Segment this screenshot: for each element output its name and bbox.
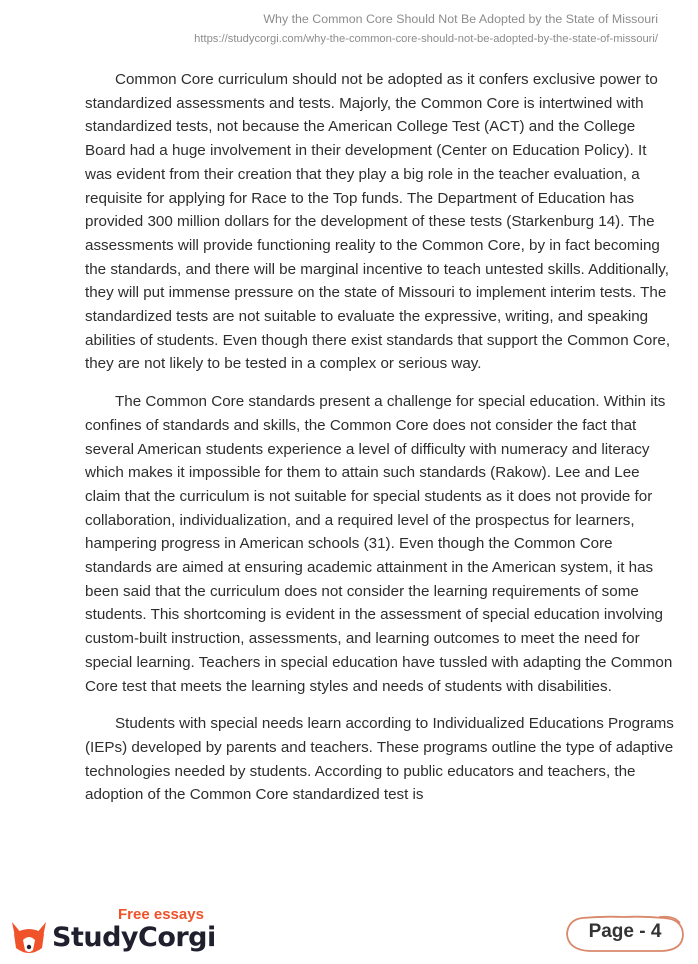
logo-tagline: Free essays xyxy=(118,906,204,923)
page-number-badge xyxy=(564,914,686,954)
page-footer xyxy=(0,900,698,964)
document-header xyxy=(194,9,658,49)
paragraph-3: Students with special needs learn according to Individualized Educations Programs (IEPs) developed by parents and teachers. These programs outline the type of adaptive technologies needed by students. According to public educators and teachers, the adoption of the Common Core standardized test is xyxy=(85,715,674,804)
logo-brand-name: StudyCorgi xyxy=(52,922,216,953)
document-title: Why the Common Core Should Not Be Adopted by the State of Missouri xyxy=(263,12,658,26)
document-url[interactable]: https://studycorgi.com/why-the-common-core-should-not-be-adopted-by-the-state-of-missouri/ xyxy=(194,33,658,45)
corgi-icon xyxy=(8,920,50,956)
paragraph-1: Common Core curriculum should not be adopted as it confers exclusive power to standardized assessments and tests. Majorly, the Common Core is intertwined with standardized tests, not because the American College Test (ACT) and the College Board had a huge involvement in their development (Center on Education Policy). It was evident from their creation that they play a big role in the teacher evaluation, a requisite for applying for Race to the Top funds. The Department of Education has provided 300 million dollars for the development of these tests (Starkenburg 14). The assessments will provide functioning reality to the Common Core, by in fact becoming the standards, and there will be marginal incentive to teach untested skills. Additionally, they will put immense pressure on the state of Missouri to implement interim tests. The standardized tests are not suitable to evaluate the expressive, writing, and speaking abilities of students. Even though there exist standards that support the Common Core, they are not likely to be tested in a complex or serious way. xyxy=(85,71,671,373)
studycorgi-logo[interactable] xyxy=(8,906,218,958)
paragraph-2: The Common Core standards present a challenge for special education. Within its confines of standards and skills, the Common Core does not consider the fact that several American students experience a level of difficulty with numeracy and literacy which makes it impossible for them to attain such standards (Rakow). Lee and Lee claim that the curriculum is not suitable for special students as it does not provide for collaboration, individualization, and a required level of the prospectus for learners, hampering progress in American schools (31). Even though the Common Core standards are aimed at ensuring academic attainment in the American system, it has been said that the curriculum does not consider the learning requirements of some students. This shortcoming is evident in the assessment of special education involving custom-built instruction, assessments, and learning outcomes to meet the need for special learning. Teachers in special education have tussled with adapting the Common Core test that meets the learning styles and needs of students with disabilities. xyxy=(85,393,673,695)
page-number-label: Page - 4 xyxy=(588,921,662,942)
essay-body xyxy=(85,68,675,821)
